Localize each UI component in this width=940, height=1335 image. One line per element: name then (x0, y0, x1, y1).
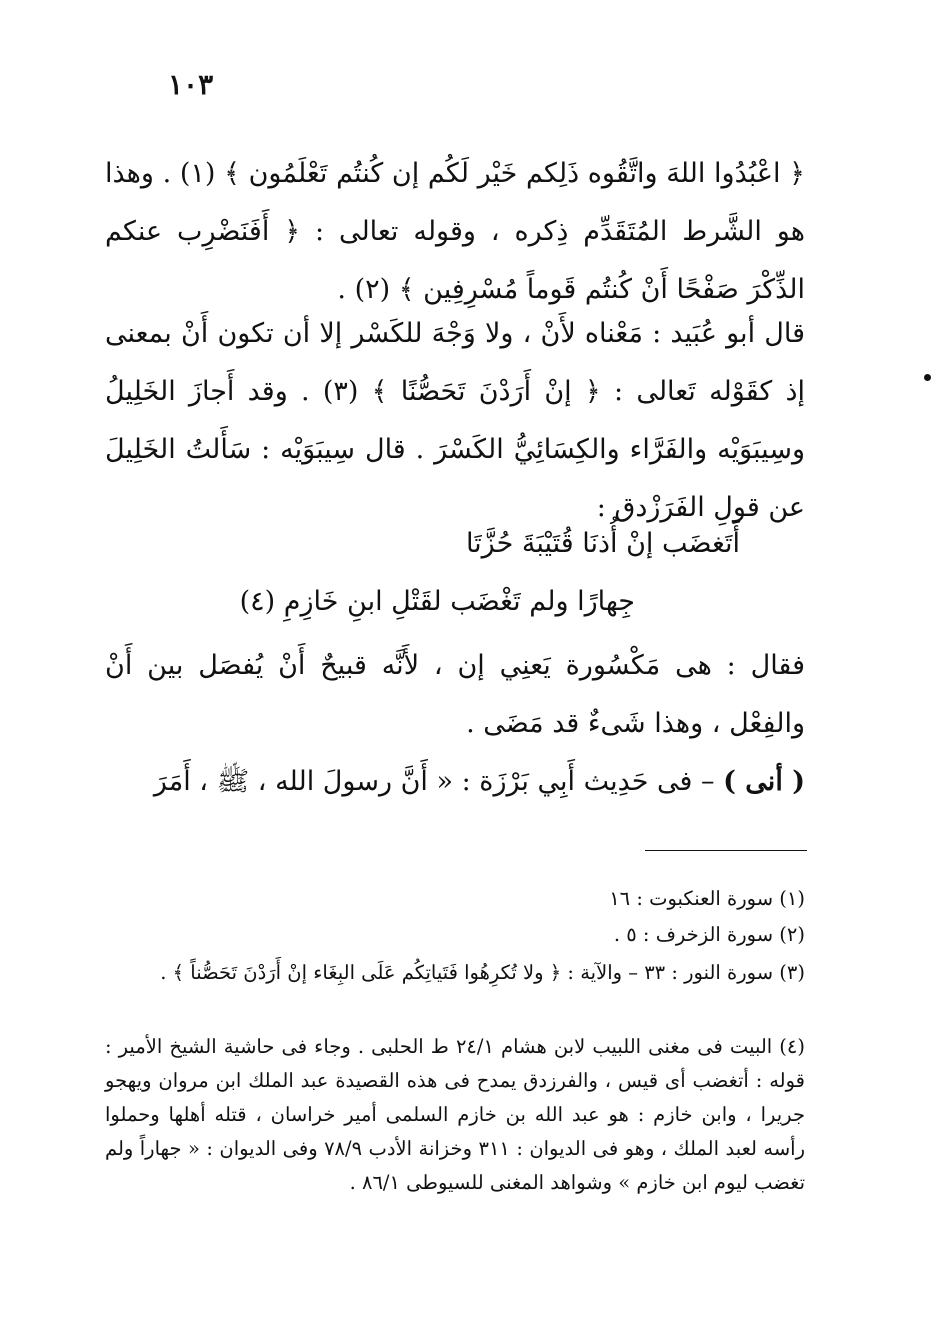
verse-line-1: أَتَغضَب إنْ أُذنَا قُتَيْبَةَ حُزَّتَا (465, 528, 740, 559)
footnote-2: (٢) سورة الزخرف : ٥ . (613, 923, 805, 946)
footnote-1: (١) سورة العنكبوت : ١٦ (609, 887, 805, 910)
verse-line-2: جِهارًا ولم تَغْضَب لقَتْلِ ابنِ خَازِمِ (٤) (239, 586, 635, 617)
body-paragraph-1: ﴿ اعْبُدُوا اللهَ واتَّقُوه ذَلِكم خَيْر لَكُم إن كُنتُم تَعْلَمُون ﴾ (١) . وهذا هو الشَّرط المُتَقَدِّم ذِكره ، وقوله تعالى : ﴿ أَفَنَضْرِب عنكم الذِّكْرَ صَفْحًا أَنْ كُنتُم قَوماً مُسْرِفِين ﴾ (٢) . (105, 158, 805, 305)
body-paragraph-3: فقال : هى مَكْسُورة يَعنِي إن ، لأَنَّه قبيحٌ أَنْ يُفصَل بين أَنْ والفِعْل ، وهذا شَىءٌ قد مَضَى . (105, 650, 805, 739)
footnote-3: (٣) سورة النور : ٣٣ – والآية : ﴿ ولا تُكرِهُوا فَتَياتِكُم عَلَى البِغَاء إنْ أَرَدْنَ تَحَصُّناً ﴾ . (160, 961, 805, 984)
entry-headword: ( أنى ) (723, 766, 805, 797)
entry-line (154, 753, 805, 811)
body-paragraph-2: قال أبو عُبَيد : مَعْناه لأَنْ ، ولا وَجْهَ للكَسْر إلا أن تكون أَنْ بمعنى إذ كقَوْله تَعالى : ﴿ إنْ أَرَدْنَ تَحَصُّنًا ﴾ (٣) . وقد أَجازَ الخَلِيلُ وسِيبَوَيْه والفَرَّاء والكِسَائِيُّ الكَسْرَ . قال سِيبَوَيْه : سَأَلتُ الخَلِيلَ عن قولِ الفَرَزْدق : (105, 318, 806, 523)
entry-text: – فى حَدِيث أَبِي بَرْزَة : « أَنَّ رسولَ الله ، ﷺ ، أَمَرَ (153, 766, 724, 797)
margin-dot (924, 374, 931, 381)
footnote-4: (٤) البيت فى مغنى اللبيب لابن هشام ٢٤/١ ط الحلبى . وجاء فى حاشية الشيخ الأمير : قوله : أتغضب أى قيس ، والفرزدق يمدح فى هذه القصيدة عبد الملك ابن مروان ويهجو جريرا ، وابن خازم : هو عبد الله بن خازم السلمى أمير خراسان ، قتله أهلها وحملوا رأسه لعبد الملك ، وهو فى الديوان : ٣١١ وخزانة الأدب ٧٨/٩ وفى الديوان : « جهاراً ولم تغضب ليوم ابن خازم » وشواهد المغنى للسيوطى ٨٦/١ . (105, 1035, 806, 1194)
page-number: ١٠٣ (168, 68, 214, 101)
footnote-divider (645, 850, 807, 851)
